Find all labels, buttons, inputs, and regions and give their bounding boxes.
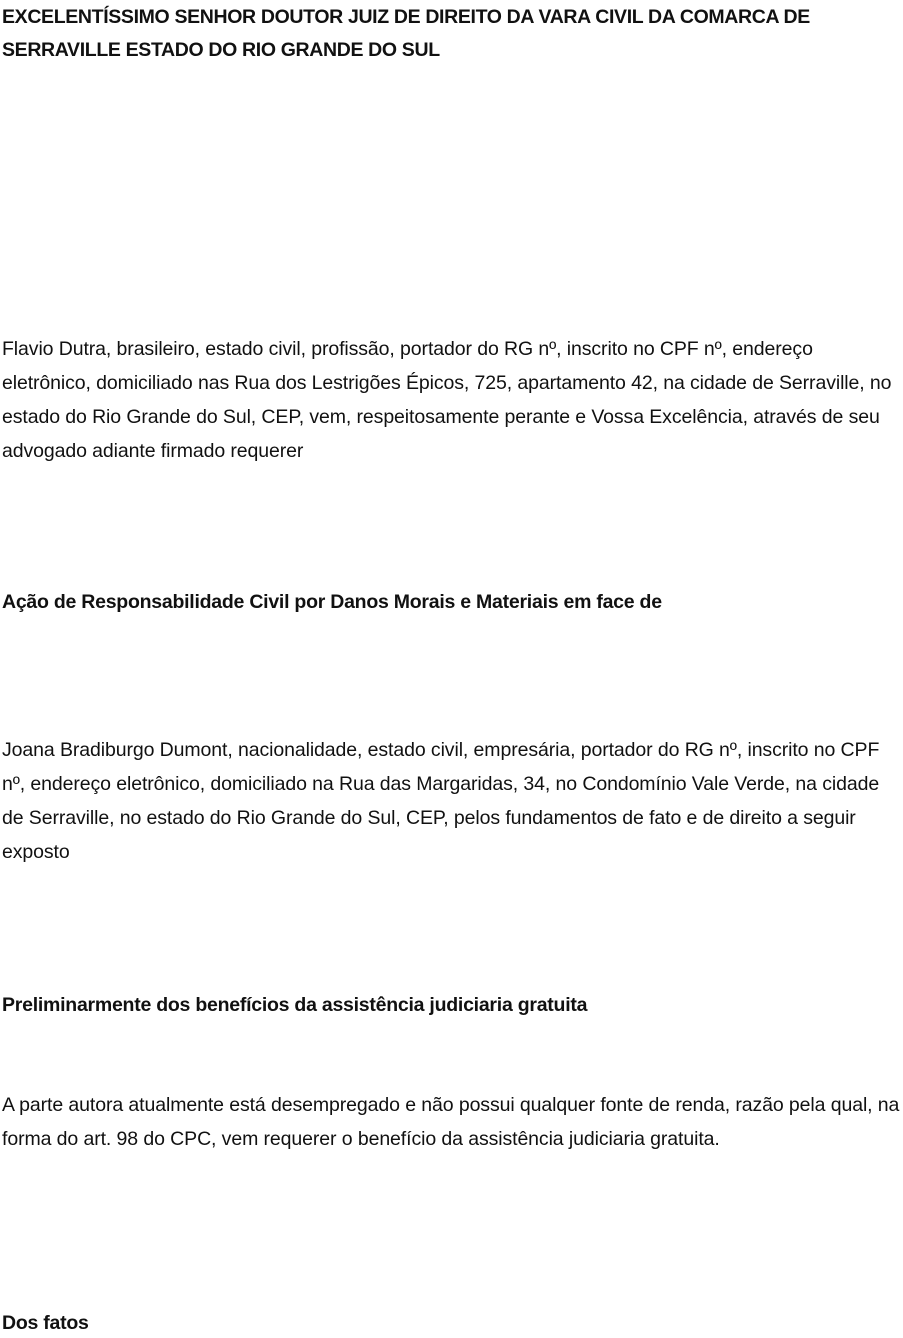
- court-address-heading: EXCELENTÍSSIMO SENHOR DOUTOR JUIZ DE DIREITO DA VARA CIVIL DA COMARCA DE SERRAVILLE ESTADO DO RIO GRANDE DO SUL: [2, 6, 810, 61]
- plaintiff-qualification-paragraph: Flavio Dutra, brasileiro, estado civil, profissão, portador do RG nº, inscrito no CPF nº, endereço eletrônico, domiciliado nas Rua dos Lestrigões Épicos, 725, apartamento 42, na cidade de Serraville, no estado do Rio Grande do Sul, CEP, vem, respeitosamente perante e Vossa Excelência, através de seu advogado adiante firmado requerer: [2, 338, 892, 462]
- defendant-qualification-paragraph: Joana Bradiburgo Dumont, nacionalidade, estado civil, empresária, portador do RG nº, inscrito no CPF nº, endereço eletrônico, domiciliado na Rua das Margaridas, 34, no Condomínio Vale Verde, na cidade de Serraville, no estado do Rio Grande do Sul, CEP, pelos fundamentos de fato e de direito a seguir exposto: [2, 739, 880, 863]
- action-title: Ação de Responsabilidade Civil por Danos Morais e Materiais em face de: [2, 591, 662, 613]
- preliminary-benefits-title: Preliminarmente dos benefícios da assistência judiciaria gratuita: [2, 994, 588, 1016]
- facts-title: Dos fatos: [2, 1312, 89, 1334]
- preliminary-benefits-paragraph: A parte autora atualmente está desempregado e não possui qualquer fonte de renda, razão pela qual, na forma do art. 98 do CPC, vem requerer o benefício da assistência judiciaria gratuita.: [2, 1094, 900, 1150]
